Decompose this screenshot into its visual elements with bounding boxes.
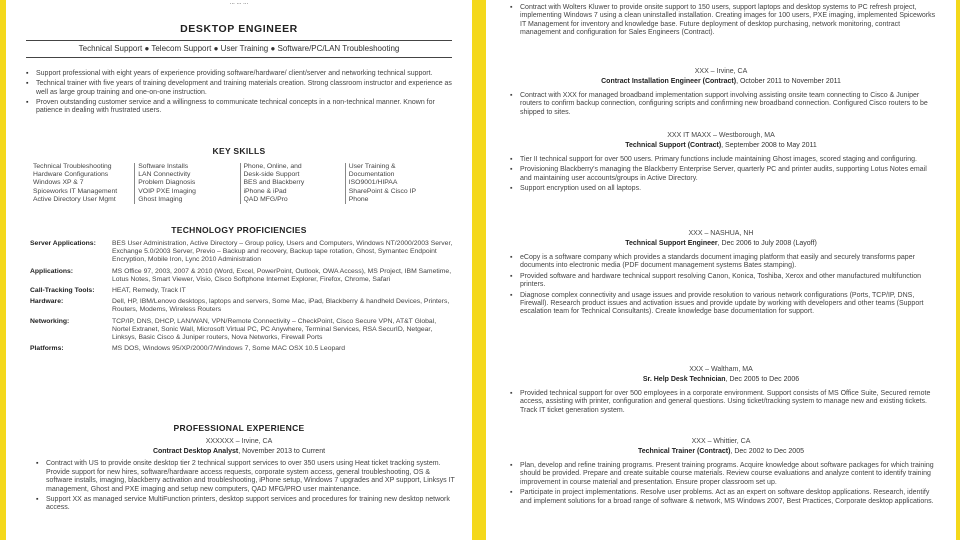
job-bullet — [36, 460, 456, 494]
skills-column — [345, 163, 450, 204]
skill-item: Ghost Imaging — [138, 195, 183, 203]
tech-value: Dell, HP, IBM/Lenovo desktops, laptops and servers, Some Mac, iPad, Blackberry & handheld Devices, Printers, Routers, Modems, Wireless Routers — [112, 298, 450, 314]
job-dates: , Dec 2006 to July 2008 (Layoff) — [717, 240, 817, 247]
job-role: Sr. Help Desk Technician — [642, 376, 726, 383]
skill-item: Phone — [348, 195, 369, 203]
key-skills-grid — [30, 163, 450, 204]
skill-item: QAD MFG/Pro — [243, 195, 288, 203]
skill-item: iPhone & iPad — [243, 187, 287, 195]
resume-tagline: Technical Support ● Telecom Support ● User Training ● Software/PC/LAN Troubleshooting — [78, 44, 400, 53]
tech-row — [30, 318, 454, 343]
summary-item: ▪ Proven outstanding customer service and a willingness to communicate technical concepts in a non-technical manner. Known for patience in dealing with frustrated users. — [26, 99, 456, 116]
skill-item: ISO9001/HIPAA — [348, 179, 398, 187]
tech-row — [30, 345, 454, 353]
skill-item: Documentation — [348, 171, 395, 179]
job-bullets — [510, 462, 938, 508]
job-title — [486, 142, 956, 149]
skill-item: Phone, Online, and — [243, 163, 302, 170]
tech-proficiencies — [30, 240, 454, 356]
summary-list — [26, 70, 456, 117]
job-bullet: ▪ Participate in project implementations. Resolve user problems. Act as an expert on software desktop applications. Research, identify and implement solutions for a broad range of software & network, MS Windows 2007, Best Practices, Corporate desktop applications. — [510, 489, 938, 506]
skill-item: User Training & — [348, 163, 396, 170]
resume-page-left — [6, 0, 472, 540]
tech-value: MS DOS, Windows 95/XP/2000/7/Windows 7, Some MAC OSX 10.5 Leopard — [112, 345, 346, 353]
job-bullet: ▪ Diagnose complex connectivity and usage issues and provide resolution to various network configurations (Ports, TCP/IP, DNS, Firewall). Research product issues and activation issues and provide update by working with developers and other teams (Support escalation team for Technical Consultants). Create knowledge base documentation for support. — [510, 292, 938, 317]
skill-item: Desk-side Support — [243, 171, 300, 179]
resume-page-right — [486, 0, 956, 540]
tech-label: Hardware: — [30, 298, 64, 306]
skill-item: Hardware Configurations — [33, 171, 109, 179]
job-dates: , Dec 2005 to Dec 2006 — [725, 376, 800, 383]
job-title — [486, 376, 956, 383]
job-location: XXX IT MAXX – Westborough, MA — [667, 132, 775, 139]
job-location: XXX – NASHUA, NH — [688, 230, 754, 237]
tech-value: TCP/IP, DNS, DHCP, LAN/WAN, VPN/Remote Connectivity – CheckPoint, Cisco Secure VPN, AT&T Global, Nortel Extranet, Sonic Wall, Microsoft Virtual PC, PC Anywhere, Terminal Services, RSA SecurID, Netgear, Linksys, Basic Cisco & Juniper routers, Nova Networks, Firewall Ports — [112, 317, 437, 342]
job-bullet: ▪ Provided technical support for over 500 employees in a corporate environment. Support consists of MS Office Suite, Secured remote access, assisting with printer, configuration and general questions. Using ticket/tracking system to manage new and existing tickets. Track IT ticket generation system. — [510, 390, 938, 415]
job-role: Contract Installation Engineer (Contract) — [601, 78, 737, 85]
experience-heading: PROFESSIONAL EXPERIENCE — [173, 423, 305, 433]
tech-value: HEAT, Remedy, Track IT — [112, 287, 186, 295]
skills-column — [30, 163, 134, 204]
summary-item: ▪ Support professional with eight years of experience providing software/hardware/ client/server and networking technical support. — [26, 70, 456, 79]
summary-item: ▪ Technical trainer with five years of training development and training materials creation. Strong classroom instructor and experience as well as large group training and one-on-one instruction. — [26, 80, 456, 97]
skill-item: VOIP PXE Imaging — [138, 187, 196, 195]
skill-item: Active Directory User Mgmt — [33, 195, 116, 203]
job-location: XXX – Irvine, CA — [694, 68, 748, 75]
job-dates: , Dec 2002 to Dec 2005 — [730, 448, 804, 455]
skill-item: BES and Blackberry — [243, 179, 305, 187]
tech-row — [30, 287, 454, 295]
skill-item: Problem Diagnosis — [138, 179, 196, 187]
page-top-line: ... ... ... — [229, 0, 249, 6]
job-role: Technical Trainer (Contract) — [637, 448, 731, 455]
job-bullets — [36, 460, 456, 515]
job-bullet: ▪ Tier II technical support for over 500 users. Primary functions include maintaining Ghost images, scored staging and configuring. — [510, 156, 938, 164]
job-bullet: ▪ Provided software and hardware technical support resolving Canon, Konica, Toshiba, Xerox and other manufactured multifunction printers. — [510, 273, 938, 290]
job-bullets — [510, 156, 938, 196]
job-location: XXX – Whittier, CA — [691, 438, 751, 445]
tech-heading: TECHNOLOGY PROFICIENCIES — [171, 225, 307, 235]
tech-value: MS Office 97, 2003, 2007 & 2010 (Word, Excel, PowerPoint, Outlook, OWA Access), MS Project, IBM Sametime, Lotus Notes, Smart Viewer, Visio, Cisco Softphone Internet Explorer, Firefox, Chrome, Safari — [112, 267, 452, 283]
skill-item: Software Installs — [138, 163, 189, 170]
job-bullet: ▪ eCopy is a software company which provides a standards document imaging platform that easily and securely transforms paper documents into electronic media (PDF document management systems Bates stamping). — [510, 254, 938, 271]
job-bullet: ▪ Provisioning Blackberry's managing the Blackberry Enterprise Server, quarterly PC and printer audits, supporting Lotus Notes email and maintaining user accounts/groups in Active Directory. — [510, 166, 938, 183]
title-rule-top — [26, 40, 452, 41]
title-rule-bottom — [26, 57, 452, 58]
skill-item: SharePoint & Cisco IP — [348, 187, 416, 195]
job-bullet-text: Contract with US to provide onsite desktop tier 2 technical support services to over 350 users using Heat ticket tracking system. Provide support for new hires, software/hardware access requests, corporate system access, general troubleshooting, OS & software installs, imaging, blackberry activation and troubleshooting, iPhone setup, Windows 7 upgrades and XP support, Linksys IT management, Ghost and PXE imaging and setup new computers, QAD MFG/PRO user maintenance. — [46, 460, 455, 493]
tech-label: Networking: — [30, 317, 70, 325]
job-bullet: ▪ Contract with XXX for managed broadband implementation support involving assisting onsite team connecting to Cisco & Juniper routers to confirm backup connection, configuring scripts and confirming new broadband connection. Configured Cisco routers to be shipped to sites. — [510, 92, 938, 117]
skill-item: Windows XP & 7 — [33, 179, 84, 187]
key-skills-heading: KEY SKILLS — [212, 146, 266, 156]
skill-item: Spiceworks IT Management — [33, 187, 118, 195]
job-title — [486, 78, 956, 85]
tech-label: Call-Tracking Tools: — [30, 287, 95, 295]
skill-item: LAN Connectivity — [138, 171, 191, 179]
job-bullet: ▪ Support encryption used on all laptops. — [510, 185, 938, 193]
job-role: Technical Support (Contract) — [625, 142, 722, 149]
tech-label: Applications: — [30, 267, 74, 275]
job-bullet: ▪ Support XX as managed service MultiFunction printers, desktop support services and procedures for training new desktop network access. — [36, 496, 456, 513]
tech-row — [30, 240, 454, 265]
job-role: Contract Desktop Analyst — [152, 448, 239, 455]
job-dates: , November 2013 to Current — [238, 448, 326, 455]
job-bullet: ▪ Plan, develop and refine training programs. Present training programs. Acquire knowledge about software packages for which training should be provided. Prepare and create suitable course materials. Review course evaluations and analyze content to identify training improvement in course material and presentation. Ensure proper classroom set up. — [510, 462, 938, 487]
job-dates: , October 2011 to November 2011 — [736, 78, 841, 85]
top-bullets — [510, 4, 938, 40]
job-title — [6, 448, 472, 455]
job-bullets — [510, 92, 938, 119]
tech-label: Platforms: — [30, 345, 64, 353]
job-bullet: ▪ Contract with Wolters Kluwer to provide onsite support to 150 users, support laptops and desktop systems to PC refresh project, implementing Windows 7 using a clean uninstalled installation. Creating images for 100 users, PXE imaging, implemented Spiceworks IT Management for inventory and knowledge base. Future deployment of desktop purchasing, network monitoring, contract management and configuration for Sales Engineers (Contract). — [510, 4, 938, 38]
job-location: XXX – Waltham, MA — [689, 366, 753, 373]
tech-value: BES User Administration, Active Directory – Group policy, Users and Computers, Windows NT/2000/2003 Server, Exchange 5.0/2003 Server, Previo – Backup and recovery, Backup tape rotation, Ghost, Symantec Endpoint Encryption, Mobile Iron, Lync 2010 Administration — [112, 240, 453, 264]
job-bullets — [510, 254, 938, 319]
job-bullets — [510, 390, 938, 417]
job-title — [486, 240, 956, 247]
job-location: XXXXXX – Irvine, CA — [205, 438, 273, 445]
tech-label: Server Applications: — [30, 240, 96, 247]
tech-row — [30, 298, 454, 314]
skills-column — [240, 163, 345, 204]
job-title — [486, 448, 956, 455]
resume-title: DESKTOP ENGINEER — [180, 23, 298, 35]
tech-row — [30, 268, 454, 284]
job-dates: , September 2008 to May 2011 — [721, 142, 817, 149]
skill-item: Technical Troubleshooting — [33, 163, 112, 170]
skills-column — [134, 163, 239, 204]
job-role: Technical Support Engineer — [625, 240, 718, 247]
